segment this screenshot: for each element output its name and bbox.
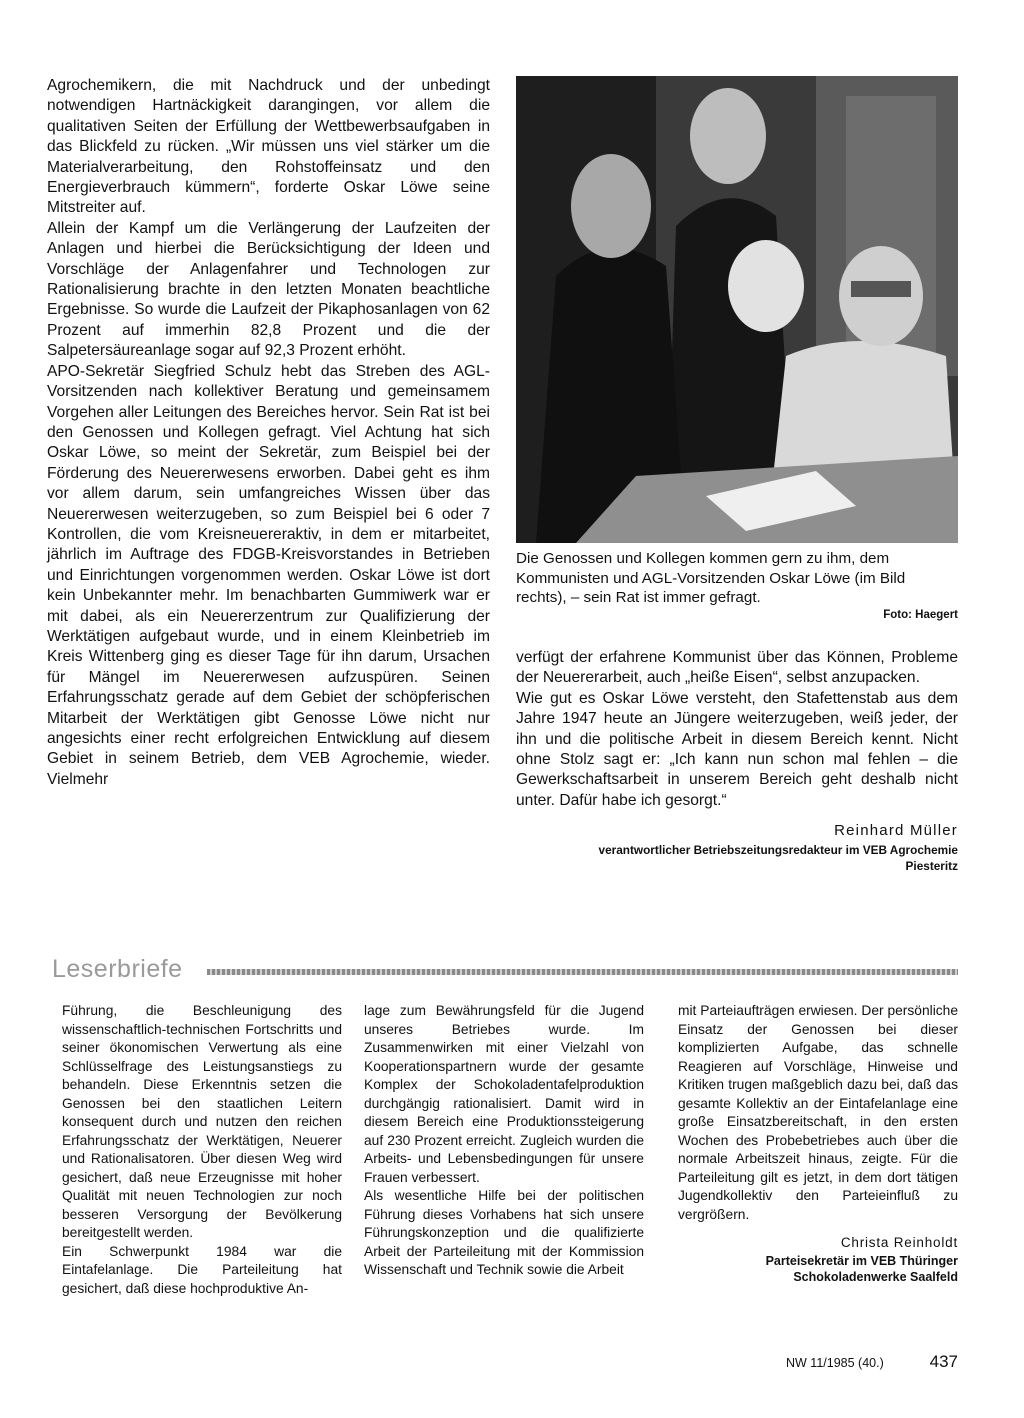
letter-paragraph: Führung, die Beschleunigung des wissenschaftlich-technischen Fortschritts und seiner ökonomischen Verwertung als eine Schlüsselfrage des Leistungsanstiegs zu behandeln. Diese Erkenntnis setzen die Genossen bei den staatlichen Leitern konsequent durch und nutzen den reichen Erfahrungsschatz der Werktätigen, Neuerer und Rationalisatoren. Über diesen Weg wird gesichert, daß neue Erzeugnisse mit hoher Qualität mit neuen Technologien zur noch besseren Versorgung der Bevölkerung bereitgestellt werden.: [62, 1003, 342, 1240]
article-author-role: verantwortlicher Betriebszeitungsredakteur im VEB Agrochemie: [598, 842, 958, 857]
photo-illustration: [516, 76, 958, 543]
caption-text: Die Genossen und Kollegen kommen gern zu ihm, dem Kommunisten und AGL-Vorsitzenden Oskar Löwe (im Bild rechts), – sein Rat ist immer gefragt.: [516, 550, 906, 606]
letter-author-name: Christa Reinholdt: [840, 1235, 958, 1250]
letter-column-3: [678, 1002, 958, 1285]
page-number: 437: [929, 1352, 958, 1371]
letter-author-location: Schokoladenwerke Saalfeld: [793, 1269, 958, 1284]
page-footer: [786, 1352, 958, 1376]
section-divider: [207, 969, 958, 975]
issue-info: NW 11/1985 (40.): [786, 1356, 884, 1370]
article-author-location: Piesteritz: [905, 858, 958, 873]
article-paragraph: Allein der Kampf um die Verlängerung der Laufzeiten der Anlagen und hierbei die Berücksichtigung der Ideen und Vorschläge der Anlagenfahrer und Technologen zur Rationalisierung brachte in den letzten Monaten beachtliche Ergebnisse. So wurde die Laufzeit der Pikaphosanlagen von 62 Prozent auf immerhin 82,8 Prozent und die der Salpetersäureanlage sogar auf 92,3 Prozent erhöht.: [47, 219, 490, 360]
article-paragraph: Wie gut es Oskar Löwe versteht, den Stafettenstab aus dem Jahre 1947 heute an Jüngere weiterzugeben, weiß jeder, der ihn und die politische Arbeit in diesem Bereich kennt. Nicht ohne Stolz sagt er: „Ich kann nun schon mal fehlen – die Gewerkschaftsarbeit in unserem Bereich geht deshalb nicht unter. Dafür habe ich gesorgt.“: [516, 689, 958, 809]
letter-author-role: Parteisekretär im VEB Thüringer: [765, 1253, 958, 1268]
letter-column-2: [364, 1002, 644, 1280]
letter-paragraph: lage zum Bewährungsfeld für die Jugend unseres Betriebes wurde. Im Zusammenwirken mit einer Vielzahl von Kooperationspartnern wurde der gesamte Komplex der Schokoladentafelproduktion durchgängig rationalisiert. Damit wird in diesem Bereich eine Produktionssteigerung auf 230 Prozent erreicht. Zugleich wurden die Arbeits- und Lebensbedingungen für unsere Frauen verbessert.: [364, 1003, 644, 1185]
section-header: [47, 955, 958, 985]
letter-paragraph: Als wesentliche Hilfe bei der politischen Führung dieses Vorhabens hat sich unsere Führungskonzeption und die qualifizierte Arbeit der Parteileitung mit der Kommission Wissenschaft und Technik sowie die Arbeit: [364, 1188, 644, 1277]
article-author-name: Reinhard Müller: [834, 822, 958, 840]
photo-caption: [516, 549, 958, 622]
photo-credit: Foto: Haegert: [883, 608, 958, 621]
letter-paragraph: mit Parteiaufträgen erwiesen. Der persönliche Einsatz der Genossen bei dieser komplizierten Aufgabe, das schnelle Reagieren auf Vorschläge, Hinweise und Kritiken trugen maßgeblich dazu bei, daß das gesamte Kollektiv an der Eintafelanlage eine große Einsatzbereitschaft, in den ersten Wochen des Probebetriebes auch über die normale Arbeitszeit hinaus, zeigte. Für die Parteileitung gilt es jetzt, in dem dort tätigen Jugendkollektiv den Parteieinfluß zu vergrößern.: [678, 1003, 958, 1222]
letter-paragraph: Ein Schwerpunkt 1984 war die Eintafelanlage. Die Parteileitung hat gesichert, daß diese hochproduktive An-: [62, 1243, 342, 1296]
article-right-column: [516, 648, 958, 874]
article-photo: [516, 76, 958, 543]
section-title: Leserbriefe: [52, 955, 183, 983]
article-paragraph: Agrochemikern, die mit Nachdruck und der unbedingt notwendigen Hartnäckigkeit darangingen, vor allem die qualitativen Seiten der Erfüllung der Wettbewerbsaufgaben in das Blickfeld zu rücken. „Wir müssen uns viel stärker um die Materialverarbeitung, den Rohstoffeinsatz und den Energieverbrauch kümmern“, forderte Oskar Löwe seine Mitstreiter auf.: [47, 77, 490, 217]
article-paragraph: verfügt der erfahrene Kommunist über das Können, Probleme der Neuererarbeit, auch „heiße Eisen“, selbst anzupacken.: [516, 649, 958, 687]
article-left-column: [47, 76, 490, 790]
letter-column-1: [62, 1002, 342, 1298]
article-paragraph: APO-Sekretär Siegfried Schulz hebt das Streben des AGL-Vorsitzenden nach kollektiver Beratung und gemeinsamem Vorgehen aller Leitungen des Bereiches hervor. Sein Rat ist bei den Genossen und Kollegen gefragt. Viel Achtung hat sich Oskar Löwe, so meint der Sekretär, zum Beispiel bei der Förderung des Neuererwesens erworben. Dabei geht es ihm vor allem darum, sein umfangreiches Wissen über das Neuererwesen weiterzugeben, so zum Beispiel bei 6 oder 7 Kontrollen, die vom Kreisneuereraktiv, in dem er mitarbeitet, jährlich im Auftrage des FDGB-Kreisvorstandes in Betrieben und Einrichtungen vorgenommen werden. Oskar Löwe ist dort kein Unbekannter mehr. Im benachbarten Gummiwerk war er mit dabei, als ein Neuererzentrum zur Qualifizierung der Werktätigen aufgebaut wurde, und in einem Kleinbetrieb im Kreis Wittenberg ging es dieser Tage für ihn darum, Ursachen für Mängel im Neuererwesen aufzuspüren. Seinen Erfahrungsschatz gerade auf dem Gebiet der schöpferischen Mitarbeit der Werktätigen gibt Genosse Löwe nicht nur angesichts einer recht erfolgreichen Entwicklung auf diesem Gebiet in seinem Betrieb, dem VEB Agrochemie, wieder. Vielmehr: [47, 362, 490, 788]
